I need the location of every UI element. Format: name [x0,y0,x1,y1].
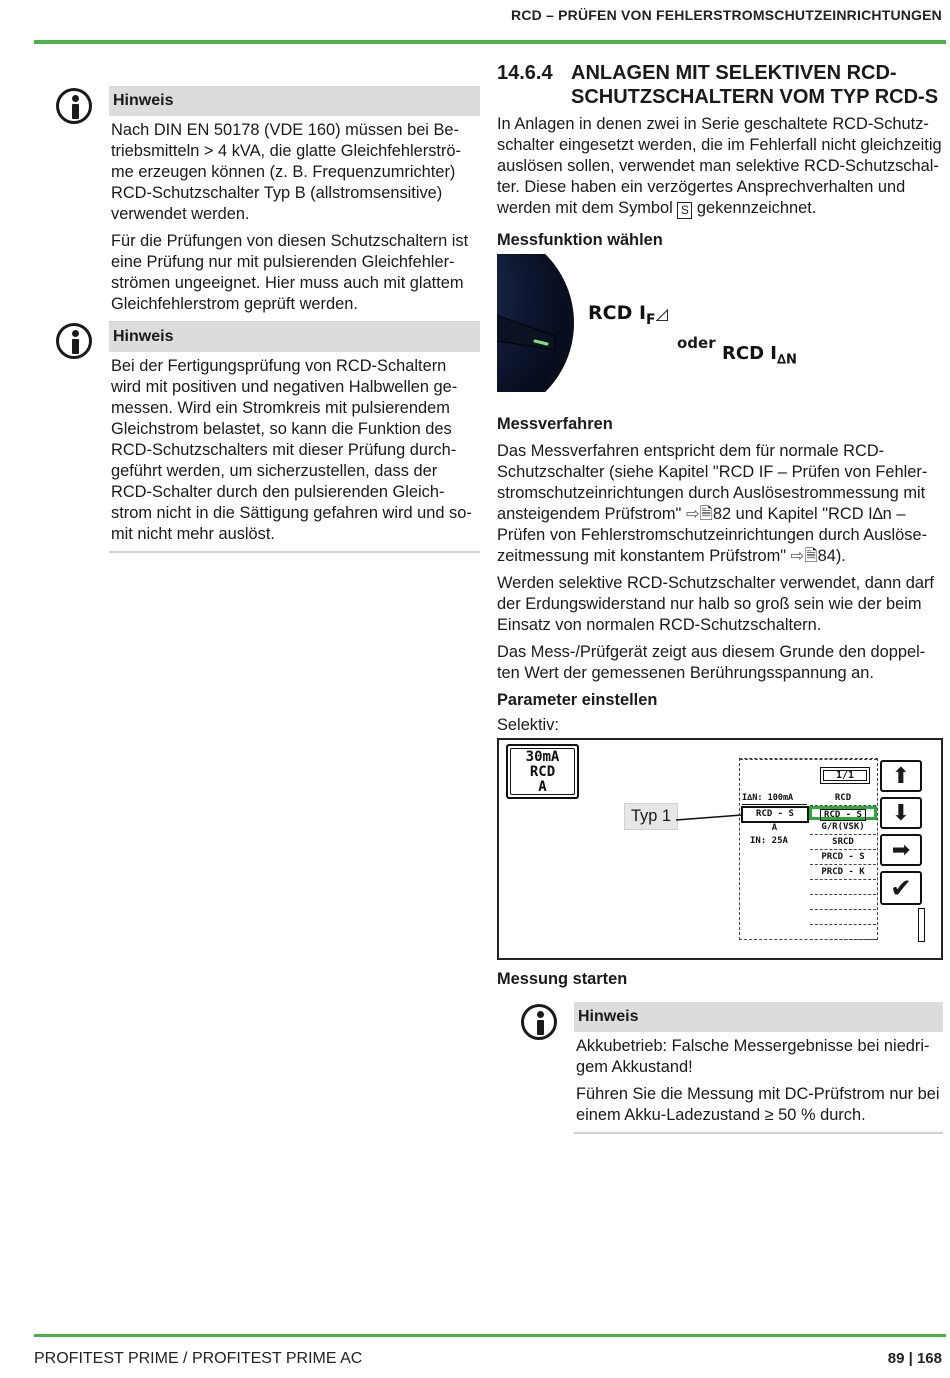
note-fertigungspruefung [109,322,480,553]
rcd-type-list [810,792,876,940]
rcd-idn-label: RCD $I_{\Delta N}$ [722,343,797,368]
idn-readout: I∆N: 100mA [742,792,807,805]
rotary-knob-icon [497,254,577,392]
note-paragraph: Nach DIN EN 50178 (VDE 160) müssen bei Be- triebsmitteln > 4 kVA, die glatte Gleichfehlerströ- me erzeugen können (z. B. Frequenzumrichter) RCD-Schutzschalter Typ B (allstromsensitive) verwendet werden. [111,121,461,223]
note-divider [109,551,480,553]
function-selector-box: 30mA RCD A [506,744,579,799]
section-intro: In Anlagen in denen zwei in Serie geschaltete RCD-Schutz- schalter eingesetzt werden, die im Fehlerfall nicht gleichzeitig auslösen sollen, verwendet man selektive RCD-Schutzschal- ter. Diese haben ein verzögertes Ansprechverhalten und werden mit dem Symbol S gekennzeichnet. [497,115,942,217]
footer-rule [34,1334,946,1337]
list-item[interactable]: G/R(VSK) [810,820,876,835]
note-title: Hinweis [574,1002,943,1032]
note-din-en [109,86,480,323]
callout-leader-line [676,805,746,825]
arrow-up-icon[interactable]: ⬆ [880,760,922,792]
running-header: RCD – PRÜFEN VON FEHLERSTROMSCHUTZEINRICHTUNGEN [511,7,942,23]
scrollbar[interactable] [918,908,925,942]
typ-callout: Typ 1 [624,803,678,830]
list-item[interactable]: PRCD - K [810,865,876,880]
page-indicator: 1/1 [820,767,870,784]
header-rule [34,40,946,44]
selective-symbol: S [677,202,692,219]
section-title: ANLAGEN MIT SELEKTIVEN RCD- SCHUTZSCHALTERN VOM TYP RCD-S [571,62,939,108]
reference-arrow-icon: ⇨ [685,505,700,523]
rcd-if-label: RCD $I_F◿$ [588,302,668,328]
info-icon [56,88,92,124]
messfunktion-heading: Messfunktion wählen [497,231,663,249]
note-title: Hinweis [109,322,480,352]
list-item-selected[interactable]: RCD - S [809,806,877,820]
arrow-down-icon[interactable]: ⬇ [880,797,922,829]
reference-arrow-icon: ⇨ [790,547,805,565]
info-icon [56,323,92,359]
messverfahren-text: Das Messverfahren entspricht dem für normale RCD- Schutzschalter (siehe Kapitel "RCD IF – Prüfen von Fehler- stromschutzeinrichtungen durch Auslösestrommessung mit ansteigendem Prüfstrom" ⇨🗎82 und Kapitel "RCD I∆n – Prüfen von Fehlerstromschutzeinrichtungen durch Auslöse- zeitmessung mit konstantem Prüfstrom" ⇨🗎84). Werden selektive RCD-Schutzschalter verwendet, dann darf der Erdungswiderstand nur halb so groß sein wie der beim Einsatz von normalen RCD-Schutzschaltern. Das Mess-/Prüfgerät zeigt aus diesem Grunde den doppel- ten Wert der gemessenen Berührungsspannung an. [497,442,934,682]
note-paragraph: Bei der Fertigungsprüfung von RCD-Schaltern wird mit positiven und negativen Halbwellen ge- messen. Wird ein Stromkreis mit pulsierendem Gleichstrom belastet, so kann die Funktion des RCD-Schutzschalters mit dieser Prüfung durch- geführt werden, um sicherzustellen, dass der RCD-Schalter durch den pulsierenden Gleich- strom nicht in die Sättigung gefahren wird und so- mit nicht mehr auslöst. [111,357,472,543]
note-akkubetrieb [574,1002,943,1134]
parameter-heading: Parameter einstellen [497,691,658,709]
page-reference-link[interactable]: 🗎82 [699,505,732,523]
page-reference-link[interactable]: 🗎84 [804,547,836,565]
page-indicator-inner [823,770,867,781]
note-title: Hinweis [109,86,480,116]
messung-heading: Messung starten [497,970,628,988]
check-icon[interactable]: ✔ [880,871,922,905]
oder-label: oder [677,334,716,352]
list-item[interactable]: SRCD [810,835,876,850]
selektiv-label: Selektiv: [497,716,559,734]
note-paragraph: Akkubetrieb: Falsche Messergebnisse bei niedri- gem Akkustand! [576,1037,930,1076]
arrow-right-icon[interactable]: ➡ [880,834,922,866]
note-paragraph: Führen Sie die Messung mit DC-Prüfstrom nur bei einem Akku-Ladezustand ≥ 50 % durch. [576,1085,940,1124]
note-paragraph: Für die Prüfungen von diesen Schutzschaltern ist eine Prüfung nur mit pulsierenden Gleichfehler- strömen ungeeignet. Hier muss auch mit glattem Gleichfehlerstrom geprüft werden. [111,232,469,313]
selected-type-readout: RCD - S [741,806,809,823]
footer-product: PROFITEST PRIME / PROFITEST PRIME AC [34,1350,363,1367]
messverfahren-heading: Messverfahren [497,415,613,433]
list-item[interactable]: RCD [810,792,876,806]
list-item[interactable]: PRCD - S [810,850,876,865]
page-number: 89 | 168 [887,1350,942,1367]
type-a-readout: A [771,823,778,833]
section-number: 14.6.4 [497,62,553,84]
in-readout: IN: 25A [750,836,788,846]
info-icon [521,1004,557,1040]
note-divider [574,1132,943,1134]
